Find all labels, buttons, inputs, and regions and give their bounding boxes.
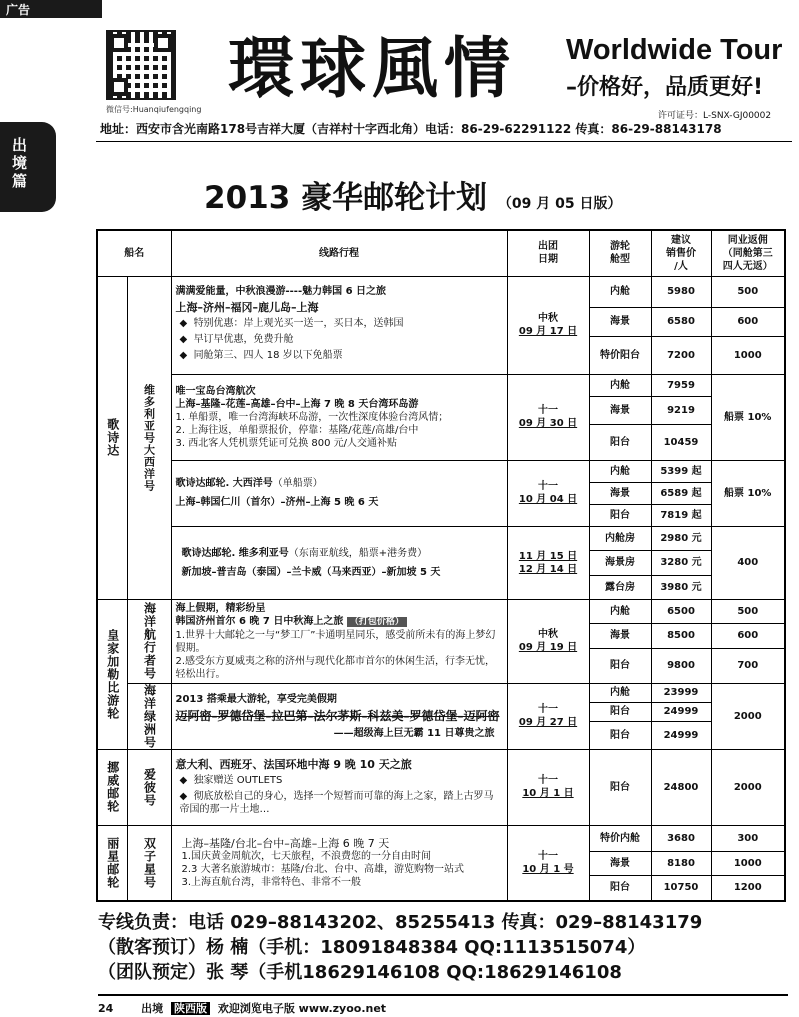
route-bullet: ◆ 彻底放松自己的身心，选择一个短暂而可靠的海上之家，踏上古罗马帝国的那一片土地… — [179, 791, 494, 815]
header-return-line: 四人无返） — [722, 260, 773, 272]
cabin-type: 阳台 — [589, 648, 651, 683]
package-price-tag: （打包价格） — [347, 617, 407, 627]
route-line: 2. 上海往返，单船票报价，停靠：基隆/花莲/高雄/台中 — [175, 424, 419, 436]
price: 9219 — [651, 396, 711, 424]
date-label: 十一 — [538, 704, 558, 715]
price: 7200 — [651, 336, 711, 374]
cabin-type: 阳台 — [589, 875, 651, 901]
route-bullet-text: 同舱第三、四人 18 岁以下免船票 — [193, 350, 343, 361]
ad-tag: 广告 — [0, 0, 102, 18]
price: 7959 — [651, 374, 711, 396]
route-path: 上海–韩国仁川（首尔）–济州–上海 5 晚 6 天 — [175, 497, 379, 508]
cabin-type: 内舱房 — [589, 526, 651, 550]
route-line: 1.世界十大邮轮之一与“梦工厂”卡通明星同乐，感受前所未有的海上梦幻假期。 — [175, 629, 496, 654]
plan-title-text: 2013 豪华邮轮计划 — [204, 180, 488, 216]
ship-royal — [97, 599, 127, 749]
date-value: 09 月 30 日 — [518, 418, 578, 429]
commission: 600 — [711, 307, 785, 336]
header-date-line: 出团 — [538, 241, 558, 253]
brand-name-en: Worldwide Tour — [566, 34, 783, 66]
price: 10750 — [651, 875, 711, 901]
date-label: 十一 — [538, 405, 558, 416]
date-value: 11 月 15 日 — [518, 550, 578, 562]
price: 3680 — [651, 825, 711, 851]
route-title: 意大利、西班牙、法国环地中海 9 晚 10 天之旅 — [175, 758, 412, 771]
table-row — [97, 749, 785, 825]
cabin-type: 阳台 — [589, 504, 651, 526]
route-title: 唯一宝岛台湾航次 — [175, 385, 256, 397]
brand-slogan: –价格好，品质更好! — [566, 75, 764, 100]
commission: 500 — [711, 276, 785, 307]
date-r8 — [507, 825, 589, 901]
price: 3280 元 — [651, 550, 711, 575]
price: 2980 元 — [651, 526, 711, 550]
commission: 船票 10% — [711, 374, 785, 460]
ship-name: 歌诗达 — [105, 418, 120, 457]
date-r1 — [507, 276, 589, 374]
price: 3980 元 — [651, 575, 711, 599]
price: 6500 — [651, 599, 711, 624]
price: 23999 — [651, 683, 711, 702]
cabin-type: 特价内舱 — [589, 825, 651, 851]
route-bullet: ◆ 独家赠送 OUTLETS — [179, 775, 283, 786]
route-line: 1.国庆黄金周航次，七天旅程，不浪费您的一分自由时间 — [181, 850, 432, 862]
route-r7 — [171, 749, 507, 825]
ship-name: 维多利亚号大西洋号 — [142, 383, 156, 492]
route-title: 满满爱能量，中秋浪漫游----魅力韩国 6 日之旅 — [175, 286, 387, 297]
price: 8500 — [651, 624, 711, 649]
price: 7819 起 — [651, 504, 711, 526]
route-r2 — [171, 374, 507, 460]
cabin-type: 阳台 — [589, 749, 651, 825]
ship-legend — [127, 683, 171, 749]
route-r1 — [171, 276, 507, 374]
date-r6 — [507, 683, 589, 749]
wechat-id: 微信号:Huanqiufengqing — [106, 105, 202, 114]
route-path: 上海–济州–福冈–鹿儿岛–上海 — [175, 301, 319, 314]
ship-name: 双子星号 — [142, 836, 157, 889]
price: 6580 — [651, 307, 711, 336]
ship-atlantica-victoria — [127, 276, 171, 599]
route-r8 — [171, 825, 507, 901]
route-r4 — [171, 526, 507, 599]
route-r5 — [171, 599, 507, 683]
route-bullet-text: 特别优惠：岸上观光买一送一，买日本，送韩国 — [193, 318, 404, 329]
route-bullet: ◆ 同舱第三、四人 18 岁以下免船票 — [179, 350, 343, 361]
footer-section: 出境 — [141, 1002, 164, 1015]
company-address: 地址：西安市含光南路178号吉祥大厦（吉祥村十字西北角）电话：86-29-62291122 传真：86-29-88143178 — [100, 122, 722, 136]
route-bullet: ◆ 特别优惠：岸上观光买一送一，买日本，送韩国 — [179, 318, 404, 329]
commission: 1200 — [711, 875, 785, 901]
page-footer — [98, 994, 788, 1017]
date-value: 10 月 04 日 — [518, 494, 578, 505]
commission: 700 — [711, 648, 785, 683]
cabin-type: 海景 — [589, 482, 651, 504]
route-title — [182, 547, 503, 560]
price: 24999 — [651, 721, 711, 749]
cabin-type: 海景 — [589, 851, 651, 875]
footer-logo: 陕西版 — [171, 1002, 210, 1015]
commission: 1000 — [711, 336, 785, 374]
ship-name: 皇家加勒比游轮 — [105, 628, 120, 720]
header-date-line: 日期 — [538, 254, 558, 266]
header-cabin-line: 游轮 — [610, 241, 630, 253]
route-r3 — [171, 460, 507, 526]
route-path: 新加坡–普吉岛（泰国）–兰卡威（马来西亚）–新加坡 5 天 — [181, 566, 441, 578]
header-ship: 船名 — [97, 230, 171, 276]
ship-name: 海洋航行者号 — [142, 602, 157, 680]
ship-star — [97, 825, 127, 901]
date-label: 中秋 — [538, 313, 558, 324]
ship-name: 爱彼号 — [142, 767, 157, 807]
commission: 1000 — [711, 851, 785, 875]
cabin-type: 内舱 — [589, 460, 651, 482]
ship-libra — [127, 825, 171, 901]
date-r2 — [507, 374, 589, 460]
route-r6 — [171, 683, 507, 749]
cabin-type: 内舱 — [589, 599, 651, 624]
price: 9800 — [651, 648, 711, 683]
ship-costa — [97, 276, 127, 599]
header-route: 线路行程 — [171, 230, 507, 276]
cabin-type: 露台房 — [589, 575, 651, 599]
contact-block — [98, 910, 788, 985]
commission: 2000 — [711, 683, 785, 749]
cabin-type: 海景房 — [589, 550, 651, 575]
cabin-type: 海景 — [589, 624, 651, 649]
date-value: 09 月 17 日 — [518, 326, 578, 337]
route-line: 3.上海直航台湾，非常特色、非常不一般 — [181, 876, 362, 888]
date-label: 中秋 — [538, 629, 558, 640]
date-value: 10 月 1 号 — [522, 863, 574, 875]
contact-line: 专线负责：电话 029–88143202、85255413 传真：029–88143179 — [98, 912, 703, 933]
cabin-type: 海景 — [589, 396, 651, 424]
table-row — [97, 460, 785, 482]
date-r7 — [507, 749, 589, 825]
brand-name-cn: 環球風情 — [228, 29, 516, 107]
price: 24999 — [651, 702, 711, 721]
price: 6589 起 — [651, 482, 711, 504]
plan-version: （09 月 05 日版） — [497, 196, 622, 212]
table-row — [97, 374, 785, 396]
route-title — [176, 477, 503, 490]
route-bullet-text: 独家赠送 OUTLETS — [193, 775, 283, 786]
commission: 400 — [711, 526, 785, 599]
cruise-itinerary-table — [96, 229, 786, 902]
header-return-line: （同舱第三 — [722, 247, 773, 259]
commission: 500 — [711, 599, 785, 624]
price: 5980 — [651, 276, 711, 307]
header-price — [651, 230, 711, 276]
ship-name: 海洋绿洲号 — [142, 683, 157, 749]
table-row — [97, 526, 785, 550]
header-cabin-line: 舱型 — [610, 254, 630, 266]
header-divider — [96, 141, 792, 142]
cabin-type: 内舱 — [589, 276, 651, 307]
cabin-type: 阳台 — [589, 702, 651, 721]
license-number: 许可证号：L-SNX-GJ00002 — [658, 111, 772, 121]
route-path-text: 韩国济州首尔 6 晚 7 日中秋海上之旅 — [175, 615, 344, 627]
route-title-text: 歌诗达邮轮. 大西洋号 — [175, 478, 273, 489]
route-path — [176, 615, 503, 629]
section-tab-char: 篇 — [12, 172, 28, 190]
section-tab-char: 境 — [12, 154, 28, 172]
header-return-line: 同业返佣 — [727, 234, 768, 246]
route-bullet-text: 早订早优惠，免费升舱 — [193, 334, 294, 345]
header-return — [711, 230, 785, 276]
cabin-type: 特价阳台 — [589, 336, 651, 374]
page-number: 24 — [98, 1002, 114, 1015]
date-value: 09 月 27 日 — [518, 717, 578, 728]
date-value: 09 月 19 日 — [518, 642, 578, 653]
commission: 300 — [711, 825, 785, 851]
date-label: 十一 — [538, 481, 558, 492]
date-value: 10 月 1 日 — [522, 788, 574, 799]
table-row — [97, 683, 785, 702]
route-title: 2013 搭乘最大游轮，享受完美假期 — [175, 693, 337, 705]
cabin-type: 内舱 — [589, 683, 651, 702]
ship-mariner — [127, 599, 171, 683]
route-bullet: ◆ 早订早优惠，免费升舱 — [179, 334, 294, 345]
date-value: 12 月 14 日 — [518, 563, 578, 575]
qr-code-icon — [106, 30, 176, 100]
contact-line: （散客预订）杨 楠（手机：18091848384 QQ:1113515074） — [98, 937, 646, 958]
route-subtitle: ——超级海上巨无霸 11 日尊贵之旅 — [333, 727, 495, 739]
date-r5 — [507, 599, 589, 683]
header-cabin — [589, 230, 651, 276]
cabin-type: 阳台 — [589, 721, 651, 749]
header-price-line: /人 — [674, 260, 688, 272]
ship-name: 丽星邮轮 — [105, 836, 120, 889]
route-line: 3. 西北客人凭机票凭证可兑换 800 元/人交通补贴 — [175, 437, 398, 449]
ship-jade — [127, 749, 171, 825]
cabin-type: 海景 — [589, 307, 651, 336]
footer-website: 欢迎浏览电子版 www.zyoo.net — [217, 1002, 387, 1015]
ship-name: 挪威邮轮 — [105, 761, 120, 813]
price: 24800 — [651, 749, 711, 825]
price: 5399 起 — [651, 460, 711, 482]
cabin-type: 阳台 — [589, 424, 651, 460]
price: 10459 — [651, 424, 711, 460]
table-row — [97, 599, 785, 624]
route-path: 迈阿密–罗德岱堡–拉巴第–法尔茅斯–科兹美–罗德岱堡–迈阿密 — [175, 708, 500, 723]
table-row — [97, 825, 785, 851]
price: 8180 — [651, 851, 711, 875]
table-header-row — [97, 230, 785, 276]
route-title-text: 歌诗达邮轮. 维多利亚号 — [181, 547, 289, 559]
date-r4 — [507, 526, 589, 599]
contact-line: （团队预定）张 琴（手机18629146108 QQ:18629146108 — [98, 962, 622, 983]
ship-norwegian — [97, 749, 127, 825]
section-tab-char: 出 — [12, 136, 28, 154]
commission: 2000 — [711, 749, 785, 825]
route-title-note: （东南亚航线，船票+港务费） — [288, 547, 428, 559]
route-title-note: （单船票） — [272, 478, 323, 489]
date-r3 — [507, 460, 589, 526]
route-bullet-text: 彻底放松自己的身心，选择一个短暂而可靠的海上之家，踏上古罗马帝国的那一片土地… — [179, 791, 494, 815]
table-row — [97, 276, 785, 307]
date-label: 十一 — [538, 775, 558, 786]
header-price-line: 销售价 — [666, 247, 696, 259]
section-tab-outbound — [0, 122, 56, 212]
route-title: 海上假期，精彩纷呈 — [175, 602, 266, 614]
route-path: 上海–基隆–花莲–高雄–台中–上海 7 晚 8 天台湾环岛游 — [175, 398, 419, 410]
advert-header — [100, 22, 790, 140]
header-date — [507, 230, 589, 276]
date-label: 十一 — [538, 850, 558, 862]
commission: 600 — [711, 624, 785, 649]
header-price-line: 建议 — [671, 234, 691, 246]
route-line: 1. 单船票，唯一台湾海峡环岛游，一次性深度体验台湾风情； — [175, 411, 449, 423]
route-title: 上海–基隆/台北–台中–高雄–上海 6 晚 7 天 — [181, 836, 390, 850]
route-line: 2.感受东方夏威夷之称的济州与现代化都市首尔的休闲生活，行李无忧，轻松出行。 — [175, 655, 496, 680]
cabin-type: 内舱 — [589, 374, 651, 396]
route-line: 2.3 大著名旅游城市：基隆/台北、台中、高雄，游览购物一站式 — [181, 863, 464, 875]
commission: 船票 10% — [711, 460, 785, 526]
plan-title — [204, 172, 621, 217]
